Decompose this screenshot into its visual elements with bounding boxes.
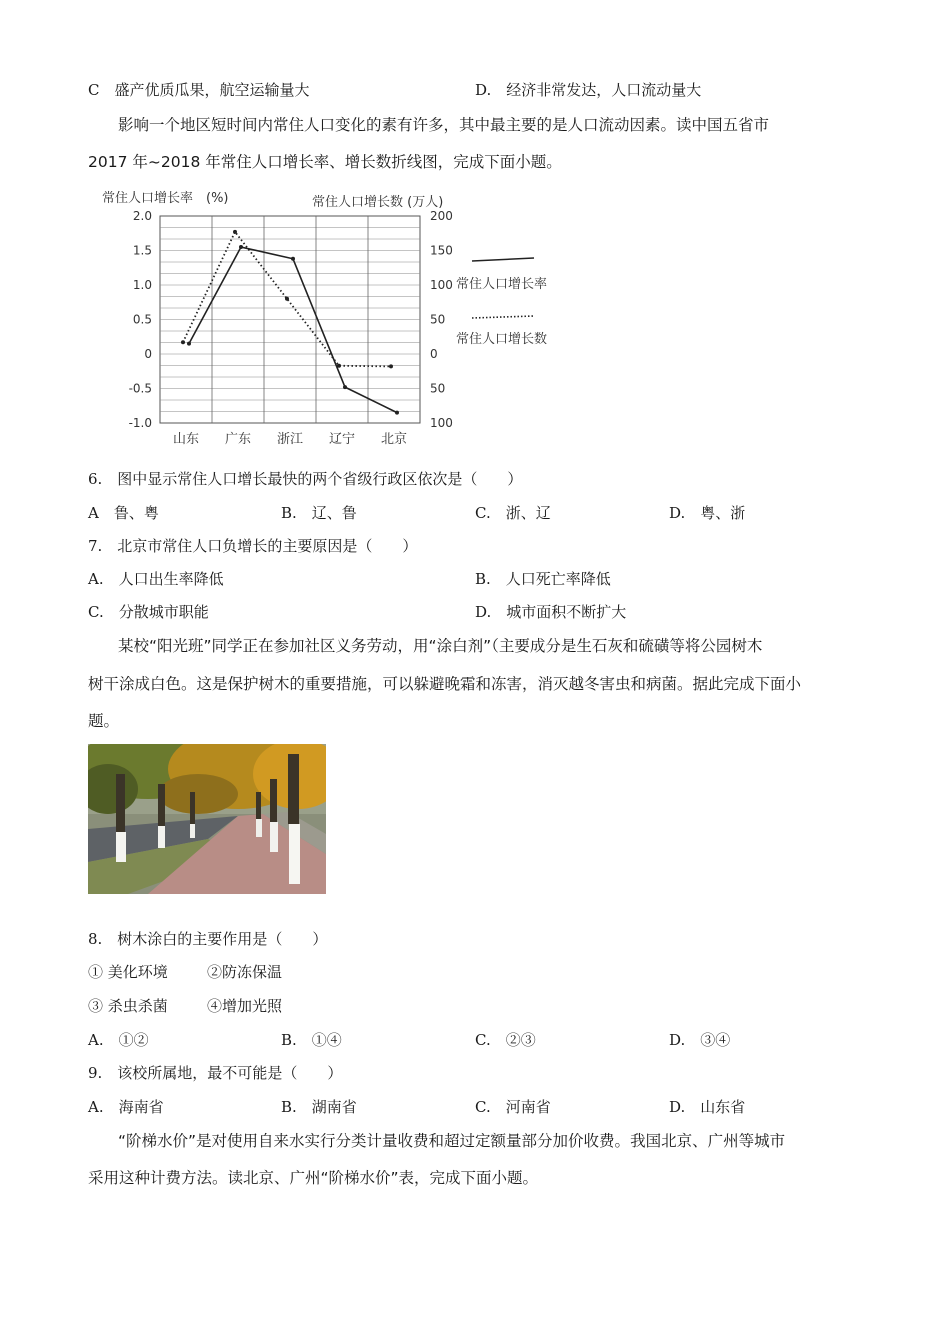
trees-intro-line3: 题。 xyxy=(88,712,120,730)
y-left-axis-label: 常住人口增长率 (%) xyxy=(102,191,229,206)
y-left-tick-label: 1.5 xyxy=(132,243,152,258)
y-right-tick-label: 150 xyxy=(430,243,453,258)
count-point xyxy=(389,364,393,368)
x-category-label: 浙江 xyxy=(276,432,304,447)
q8-option-b[interactable]: B. ①④ xyxy=(281,1031,342,1049)
q8-option-a[interactable]: A. ①② xyxy=(88,1031,149,1049)
q7-option-b[interactable]: B. 人口死亡率降低 xyxy=(475,570,611,588)
q6-stem: 6. 图中显示常住人口增长最快的两个省级行政区依次是（ ） xyxy=(88,470,523,488)
x-category-label: 北京 xyxy=(380,432,408,447)
rate-point xyxy=(239,245,243,249)
q8-option-d[interactable]: D. ③④ xyxy=(669,1031,731,1049)
q7-stem: 7. 北京市常住人口负增长的主要原因是（ ） xyxy=(88,537,418,555)
y-right-axis-label: 常住人口增长数 (万人) xyxy=(312,195,444,210)
q8-stem: 8. 树木涂白的主要作用是（ ） xyxy=(88,930,328,948)
y-left-tick-label: 0 xyxy=(144,347,152,361)
count-point xyxy=(233,230,237,234)
population-intro-line1: 影响一个地区短时间内常住人口变化的素有许多，其中最主要的是人口流动因素。读中国五省市 xyxy=(118,116,770,134)
rate-point xyxy=(291,257,295,261)
rate-point xyxy=(343,385,347,389)
water-intro-line1: “阶梯水价”是对使用自来水实行分类计量收费和超过定额量部分加价收费。我国北京、广州等城市 xyxy=(118,1132,786,1150)
legend-rate-label: 常住人口增长率 xyxy=(456,277,548,292)
y-left-tick-label: 1.0 xyxy=(132,278,152,292)
y-left-tick-label: -1.0 xyxy=(128,416,152,430)
q7-option-a[interactable]: A. 人口出生率降低 xyxy=(88,570,224,588)
trees-intro-line2: 树干涂成白色。这是保护树木的重要措施，可以躲避晚霜和冻害，消灭越冬害虫和病菌。据此完成下面小 xyxy=(88,675,802,693)
x-category-label: 山东 xyxy=(172,432,200,447)
legend-count-label: 常住人口增长数 xyxy=(456,332,548,347)
q8-item-3: ③ 杀虫杀菌 xyxy=(88,997,168,1015)
y-right-tick-label: 100 xyxy=(430,416,453,430)
q8-option-c[interactable]: C. ②③ xyxy=(475,1031,536,1049)
tree-whitewash-photo xyxy=(88,744,326,894)
water-intro-line2: 采用这种计费方法。读北京、广州“阶梯水价”表，完成下面小题。 xyxy=(88,1169,539,1187)
trees-intro-line1: 某校“阳光班”同学正在参加社区义务劳动，用“涂白剂”（主要成分是生石灰和硫磺等将公园树木 xyxy=(118,637,763,655)
x-category-label: 辽宁 xyxy=(328,432,356,447)
q6-option-a[interactable]: A 鲁、粤 xyxy=(88,504,159,522)
y-left-tick-label: -0.5 xyxy=(128,381,152,396)
count-point xyxy=(337,364,341,368)
legend-count-line xyxy=(472,316,534,318)
q5-option-d: D. 经济非常发达，人口流动量大 xyxy=(475,81,702,99)
count-point xyxy=(285,297,289,301)
q8-item-2: ②防冻保温 xyxy=(207,963,283,981)
q5-option-c: C 盛产优质瓜果，航空运输量大 xyxy=(88,81,310,99)
count-point xyxy=(181,340,185,344)
y-right-tick-label: 0 xyxy=(430,347,438,361)
population-intro-line2: 2017 年~2018 年常住人口增长率、增长数折线图，完成下面小题。 xyxy=(88,153,562,171)
q6-option-c[interactable]: C. 浙、辽 xyxy=(475,504,551,522)
q9-option-b[interactable]: B. 湖南省 xyxy=(281,1098,357,1116)
q9-option-a[interactable]: A. 海南省 xyxy=(88,1098,164,1116)
rate-point xyxy=(395,411,399,415)
q7-option-d[interactable]: D. 城市面积不断扩大 xyxy=(475,603,627,621)
rate-point xyxy=(187,342,191,346)
y-left-tick-label: 2.0 xyxy=(132,209,152,223)
chart-series xyxy=(181,230,399,415)
legend-rate-line xyxy=(472,258,534,261)
chart-legend xyxy=(456,258,547,347)
y-left-tick-label: 0.5 xyxy=(132,312,152,327)
y-right-tick-label: 200 xyxy=(430,209,453,223)
q6-option-d[interactable]: D. 粤、浙 xyxy=(669,504,746,522)
q9-stem: 9. 该校所属地，最不可能是（ ） xyxy=(88,1064,343,1082)
series-rate-line xyxy=(189,247,397,413)
chart-grid xyxy=(160,216,420,423)
x-category-label: 广东 xyxy=(224,432,252,447)
y-right-tick-label: 50 xyxy=(430,381,446,396)
y-right-tick-label: 100 xyxy=(430,278,453,292)
q6-option-b[interactable]: B. 辽、鲁 xyxy=(281,504,357,522)
population-line-chart xyxy=(100,188,570,450)
q7-option-c[interactable]: C. 分散城市职能 xyxy=(88,603,209,621)
q9-option-d[interactable]: D. 山东省 xyxy=(669,1098,746,1116)
y-right-tick-label: 50 xyxy=(430,312,446,327)
q9-option-c[interactable]: C. 河南省 xyxy=(475,1098,551,1116)
q8-item-4: ④增加光照 xyxy=(207,997,283,1015)
q8-item-1: ① 美化环境 xyxy=(88,963,168,981)
